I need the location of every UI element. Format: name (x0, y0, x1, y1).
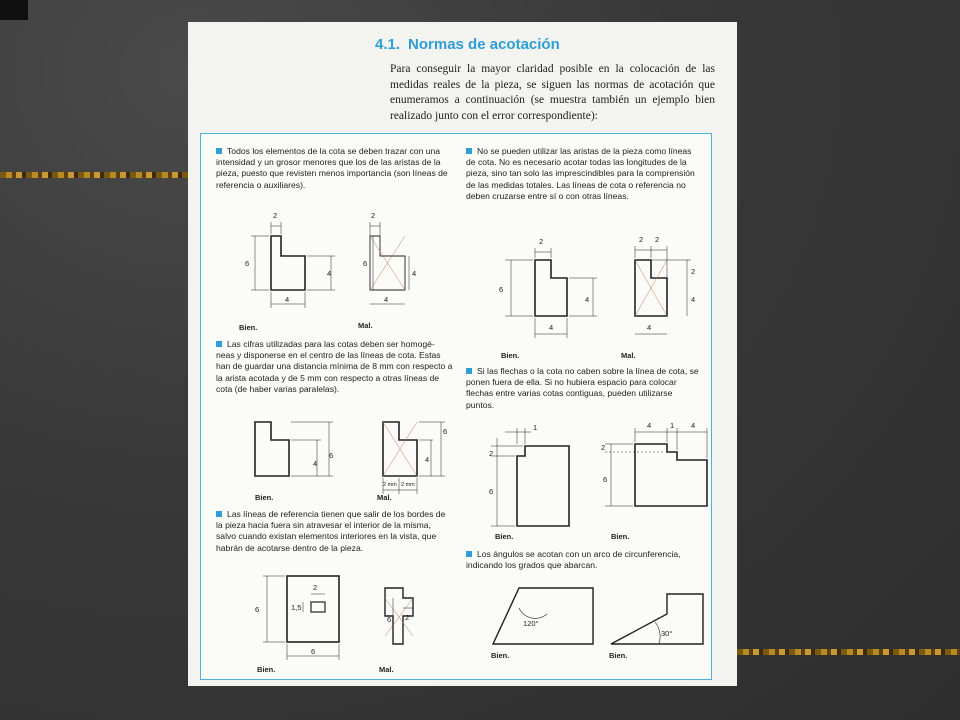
book-page (188, 22, 737, 686)
rule-3 (216, 339, 453, 395)
dim-2mm-a: 2 mm (383, 482, 397, 488)
dim-2: 2 (539, 237, 544, 246)
rule-5 (216, 509, 453, 554)
dim-2c: 2 (371, 211, 376, 220)
dim-4b: 4 (549, 323, 554, 332)
bad-label: Mal. (621, 351, 636, 360)
dim-2: 2 (489, 449, 494, 458)
dim-1b: 1 (670, 421, 675, 430)
dim-4: 4 (313, 459, 318, 468)
figure-rule-2 (471, 222, 711, 362)
dim-2mm-b: 2 mm (401, 482, 415, 488)
dim-4d: 4 (384, 295, 389, 304)
section-number: 4.1. (375, 36, 401, 53)
good-label: Bien. (495, 532, 514, 541)
intro-paragraph: Para conseguir la mayor claridad posible en la colocación de las medidas reales de la pieza, se siguen las normas de acotación que enumeramos a continuación (se muestra también un ejemplo bien realizado junto con el error correspondiente): (390, 63, 715, 122)
rule-6 (466, 549, 702, 571)
good-label: Bien. (491, 651, 510, 660)
dim-4: 4 (585, 295, 590, 304)
rule-2-text: No se pueden utilizar las aristas de la pieza como líneas de cota. No es necesario acotar todas las longitudes de la pieza, sino tan solo las imprescindibles para la comprensión de las medidas totales. Las líneas de cota o referencia no deben cruzarse entre sí o con otras líneas. (466, 146, 695, 201)
dim-1: 1 (533, 423, 538, 432)
dim-2: 2 (313, 583, 318, 592)
rule-1-text: Todos los elementos de la cota se deben trazar con una intensidad y un grosor menores que los de las aristas de la pieza, puesto que revisten menos importancia (son líneas de referencia o auxiliares). (216, 146, 448, 190)
good-label-2: Bien. (611, 532, 630, 541)
dim-6b: 6 (311, 647, 316, 656)
dim-4b: 4 (691, 421, 696, 430)
good-label: Bien. (239, 323, 258, 332)
dim-6: 6 (245, 259, 250, 268)
corner-mark (0, 0, 28, 20)
dim-6: 6 (255, 605, 260, 614)
bullet-icon (216, 148, 222, 154)
good-label: Bien. (255, 493, 274, 502)
dim-6b: 6 (603, 475, 608, 484)
dim-4c: 4 (412, 269, 417, 278)
figure-rule-4 (471, 416, 711, 546)
dim-6c: 6 (443, 427, 448, 436)
section-heading (375, 36, 560, 53)
bullet-icon (216, 341, 222, 347)
bullet-icon (466, 368, 472, 374)
rule-4-text: Si las flechas o la cota no caben sobre la línea de cota, se ponen fuera de ella. Si no hubiera espacio para colocar flechas entre varias cotas contiguas, pueden utilizarse puntos. (466, 366, 699, 410)
dim-6: 6 (329, 451, 334, 460)
good-label: Bien. (257, 665, 276, 674)
dim-4a: 4 (647, 421, 652, 430)
dim-6c: 6 (363, 259, 368, 268)
rule-5-text: Las líneas de referencia tienen que salir de los bordes de la pieza hacia fuera sin atravesar el interior de la misma, salvo cuando existan elementos interiores en la vista, que habrán de acotarse dentro de la pieza. (216, 509, 446, 553)
dim-2b: 2 (601, 443, 606, 452)
rule-2 (466, 146, 702, 202)
dim-2d: 2 (655, 235, 660, 244)
dim-2c: 2 (639, 235, 644, 244)
angle-120: 120° (523, 619, 539, 628)
bad-label: Mal. (377, 493, 392, 502)
bad-label: Mal. (358, 321, 373, 330)
bullet-icon (466, 148, 472, 154)
dim-1-5: 1,5 (291, 603, 302, 612)
figure-rule-5 (213, 564, 453, 674)
dim-4: 4 (327, 269, 332, 278)
dim-4d: 4 (647, 323, 652, 332)
dim-6c: 6 (387, 615, 392, 624)
dim-2: 2 (273, 211, 278, 220)
dim-4b: 4 (285, 295, 290, 304)
decorative-stripe-left (0, 172, 188, 178)
rule-6-text: Los ángulos se acotan con un arco de circunferencia, indicando los grados que abarcan. (466, 549, 681, 571)
angle-30: 30° (661, 629, 673, 638)
rules-box (200, 133, 712, 680)
figure-rule-6 (471, 574, 711, 674)
decorative-stripe-right (737, 649, 960, 655)
bullet-icon (466, 551, 472, 557)
figure-rule-3 (213, 404, 453, 504)
dim-6: 6 (499, 285, 504, 294)
good-label-2: Bien. (609, 651, 628, 660)
rule-1 (216, 146, 453, 191)
good-label: Bien. (501, 351, 520, 360)
section-title: Normas de acotación (408, 36, 560, 53)
bad-label: Mal. (379, 665, 394, 674)
dim-4c: 4 (691, 295, 696, 304)
dim-2e: 2 (691, 267, 696, 276)
dim-6: 6 (489, 487, 494, 496)
dim-2c: 2 (405, 613, 410, 622)
bullet-icon (216, 511, 222, 517)
rule-3-text: Las cifras utilizadas para las cotas deben ser homogé-neas y disponerse en el centro de las líneas de cota. Estas han de guardar una distancia mínima de 8 mm con respecto a la arista acotada y de 5 mm con respecto a otras líneas de cota (de haber varias paralelas). (216, 339, 453, 394)
figure-rule-1 (213, 200, 453, 340)
rule-4 (466, 366, 702, 411)
dim-4c: 4 (425, 455, 430, 464)
